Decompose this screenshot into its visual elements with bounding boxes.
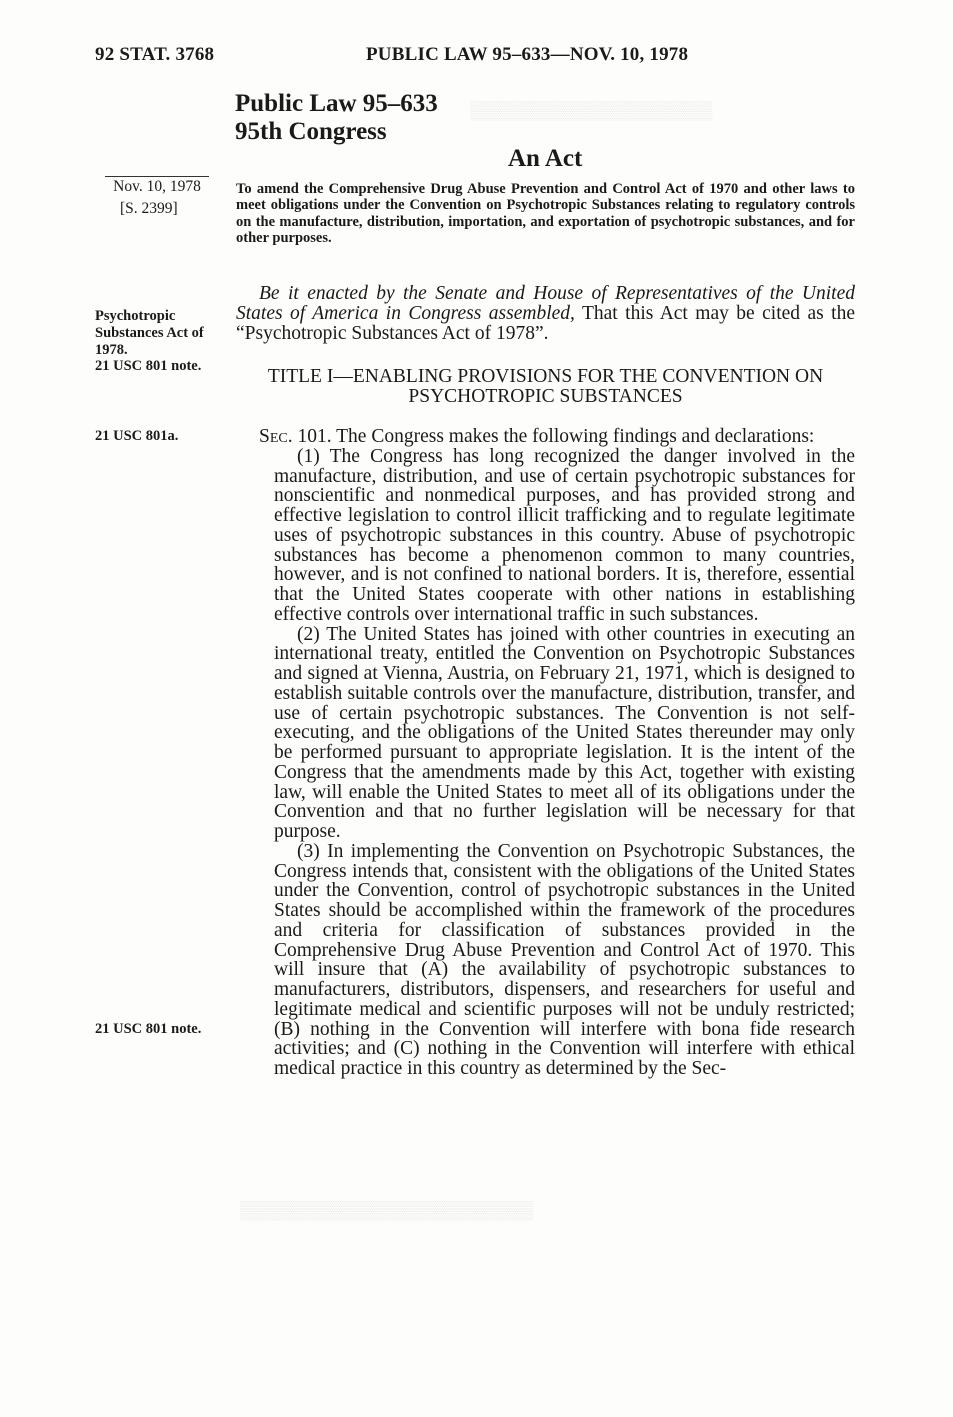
- finding-paragraph: (2) The United States has joined with other countries in executing an international treaty, entitled the Convention on Psychotropic Substances and signed at Vienna, Austria, on February 21, 1971, which is designed to establish suitable controls over the manufacture, distribution, transfer, and use of certain psychotropic substances. The Convention is not self-executing, and the obligations of the United States thereunder may only be performed pursuant to appropriate legislation. It is the intent of the Congress that the amendments made by this Act, together with existing law, will enable the United States to meet all of its obligations under the Convention and that no further legislation will be necessary for that purpose.: [274, 623, 855, 842]
- margin-bill-number: [S. 2399]: [120, 200, 178, 217]
- margin-usc-note: 21 USC 801 note.: [95, 1021, 202, 1037]
- finding-paragraph: (1) The Congress has long recognized the danger involved in the manufacture, distribution, and use of certain psychotropic substances for nonscientific and nonmedical purposes, and has provided strong and effective legislation to control illicit trafficking and to regulate legitimate uses of psychotropic substances in this country. Abuse of psychotropic substances has become a phenomenon common to many countries, however, and is not confined to national borders. It is, therefore, essential that the United States cooperate with other nations in establishing effective controls over international traffic in such substances.: [274, 445, 855, 625]
- act-purpose: To amend the Comprehensive Drug Abuse Prevention and Control Act of 1970 and other laws to meet obligations under the Convention on Psychotropic Substances relating to regulatory controls on the manufacture, distribution, importation, and exportation of psychotropic substances, and for other purposes.: [236, 181, 855, 246]
- finding-paragraph: (3) In implementing the Convention on Psychotropic Substances, the Congress intends that, consistent with the obligations of the United States under the Convention, control of psychotropic substances in the United States should be accomplished within the framework of the procedures and criteria for classification of substances provided in the Comprehensive Drug Abuse Prevention and Control Act of 1970. This will insure that (A) the availability of psychotropic substances to manufacturers, distributors, dispensers, and researchers for useful and legitimate medical and scientific purposes will not be unduly restricted; (B) nothing in the Convention will interfere with bona fide research activities; and (C) nothing in the Convention will interfere with ethical medical practice in this country as determined by the Sec-: [274, 840, 855, 1079]
- enacting-formula: Be it enacted by the Senate and House of Representatives of the United States of America in Congress assembled,: [236, 283, 855, 324]
- section-body: [236, 427, 855, 1079]
- enacting-clause: [236, 284, 855, 344]
- margin-date: Nov. 10, 1978: [105, 176, 209, 196]
- congress-label: 95th Congress: [235, 118, 387, 145]
- act-heading: An Act: [508, 145, 583, 172]
- title-heading: TITLE I—ENABLING PROVISIONS FOR THE CONVENTION ON PSYCHOTROPIC SUBSTANCES: [267, 366, 824, 407]
- running-title: PUBLIC LAW 95–633—NOV. 10, 1978: [366, 44, 689, 65]
- show-through: ▒▒▒▒▒▒▒▒▒▒▒▒▒▒▒▒▒▒▒: [470, 100, 713, 120]
- section-intro: [236, 427, 855, 447]
- section-intro-text: The Congress makes the following findings and declarations:: [331, 426, 815, 447]
- margin-usc-note: 21 USC 801 note.: [95, 358, 202, 374]
- page-reference: 92 STAT. 3768: [95, 44, 215, 65]
- law-number: Public Law 95–633: [235, 90, 438, 117]
- margin-short-title: Psychotropic Substances Act of 1978.: [95, 308, 204, 358]
- short-title-clause: That this Act may be cited as the “Psychotropic Substances Act of 1978”.: [236, 303, 855, 344]
- margin-usc-note: 21 USC 801a.: [95, 428, 179, 444]
- show-through: ▒▒▒▒▒▒▒▒▒▒▒▒▒▒▒▒▒▒▒▒▒▒▒: [240, 1200, 534, 1220]
- section-label: Sec. 101.: [259, 426, 332, 447]
